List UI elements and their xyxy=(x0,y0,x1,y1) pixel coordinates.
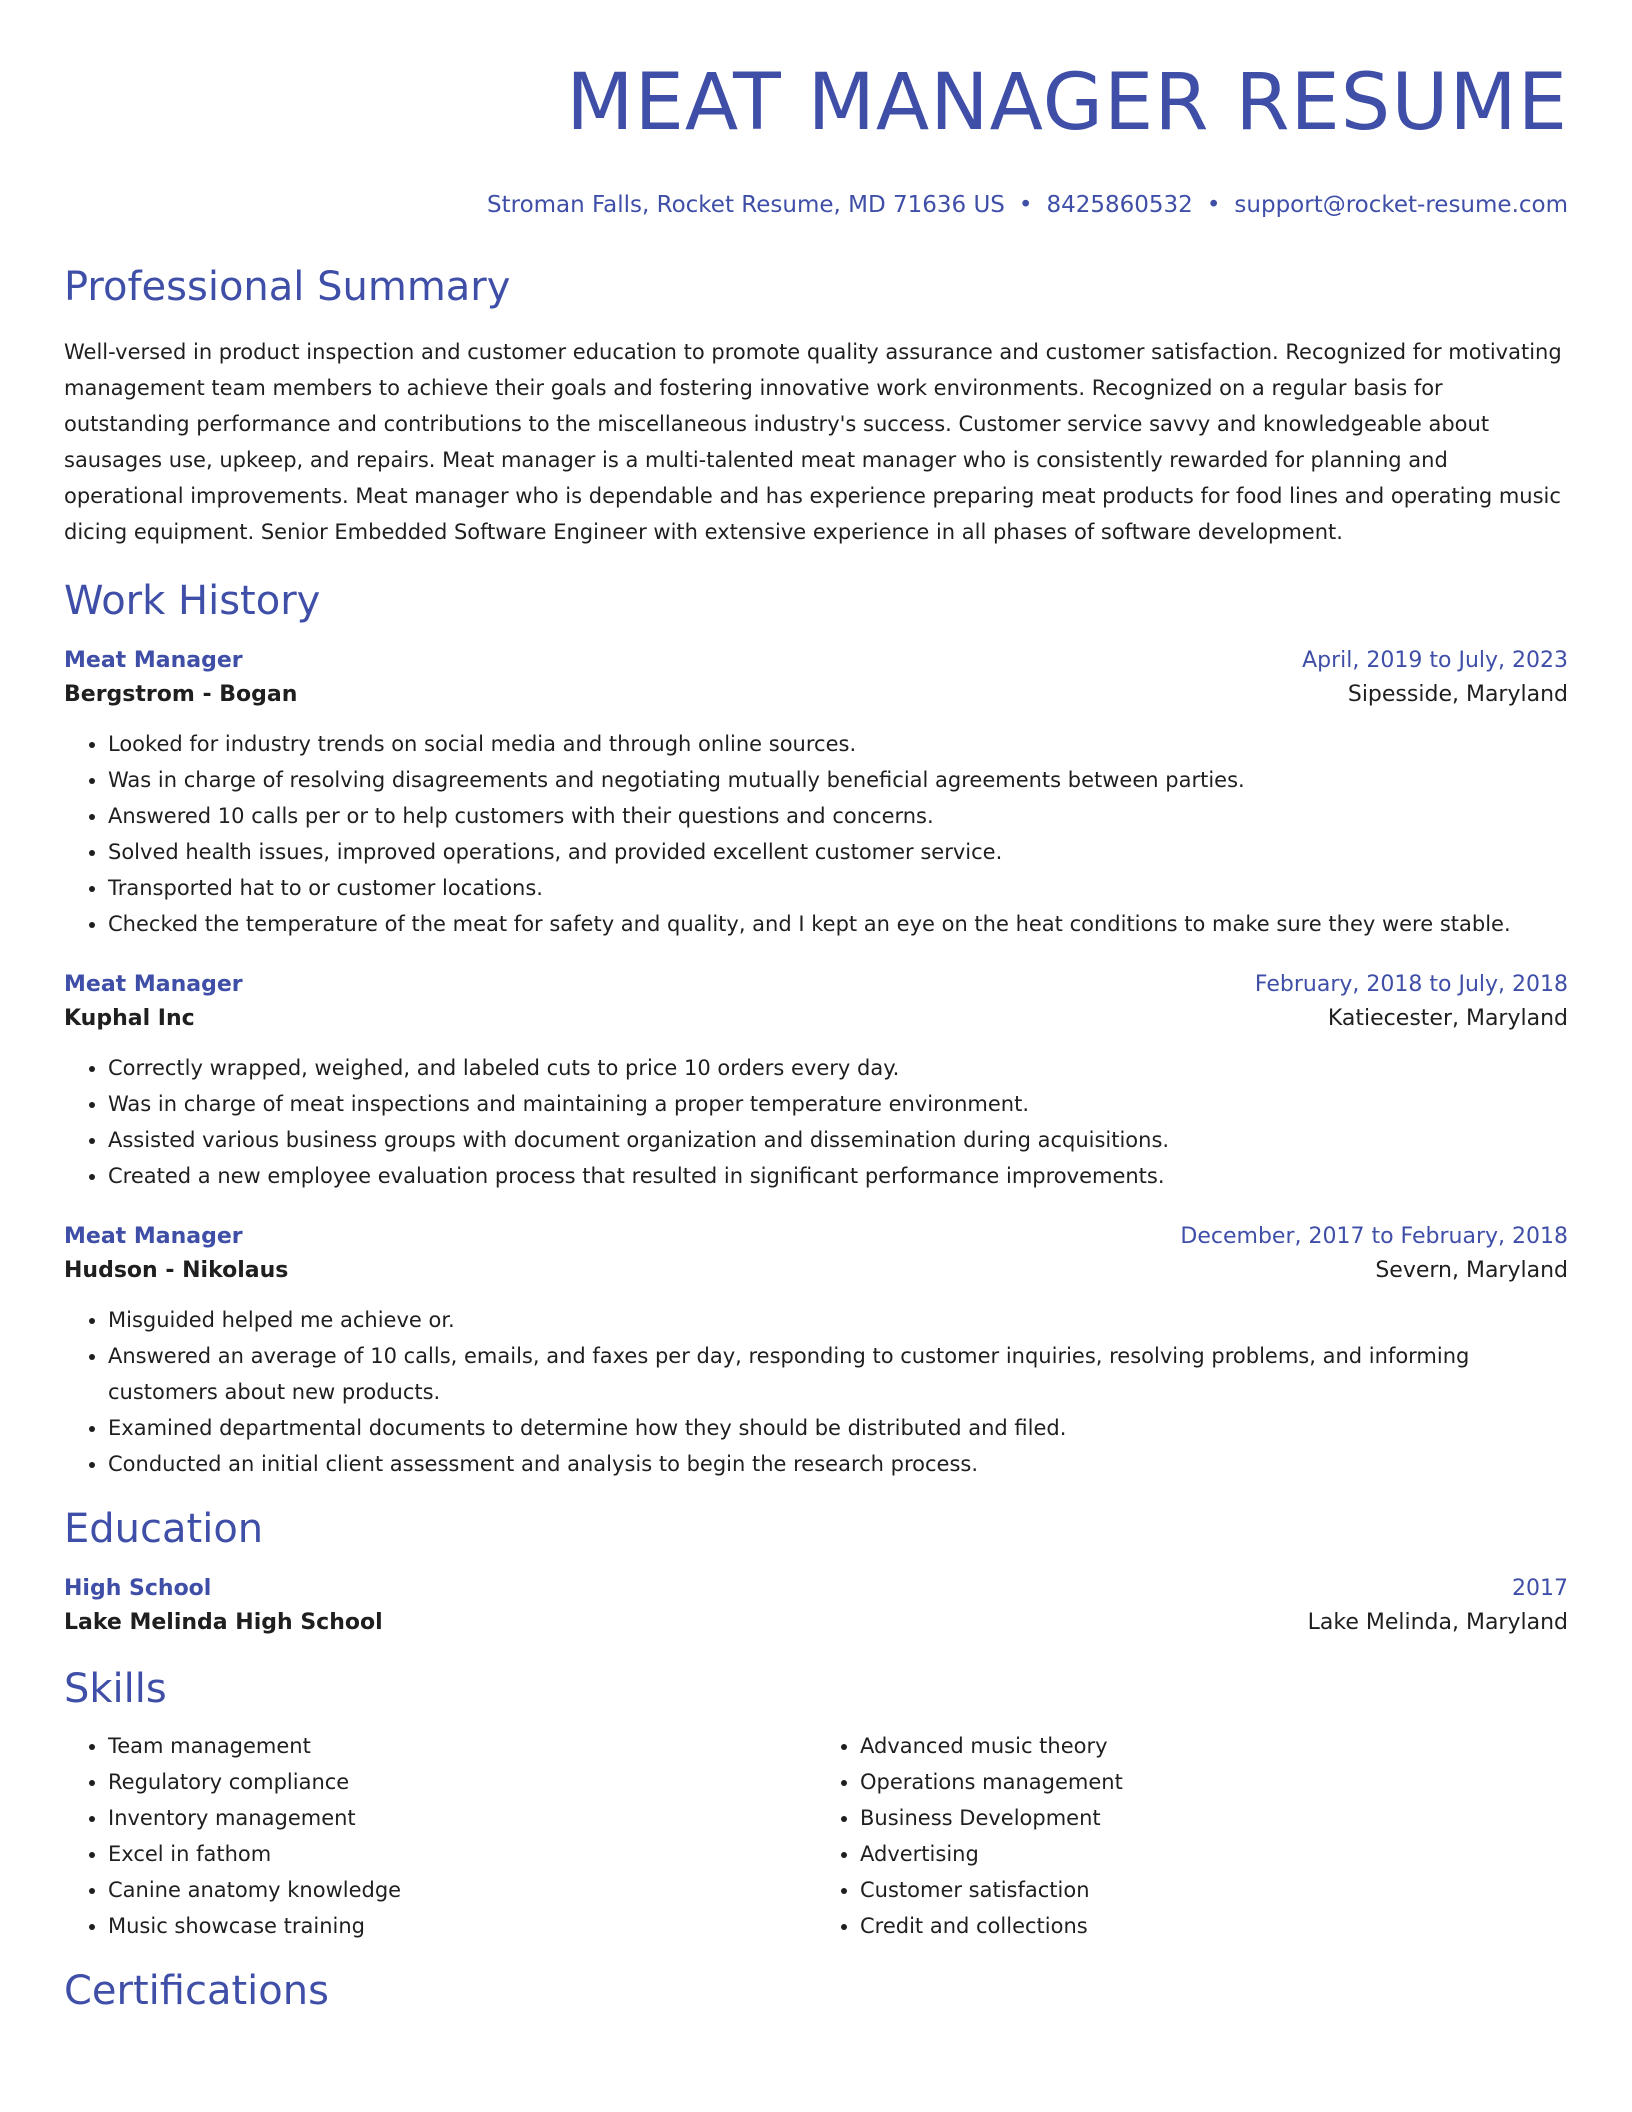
section-title-work-history: Work History xyxy=(64,578,321,624)
resume-header xyxy=(64,0,1568,220)
skill-item: • Inventory management xyxy=(108,1800,816,1836)
resume-title: MEAT MANAGER RESUME xyxy=(566,58,1568,148)
contact-separator: • xyxy=(1018,192,1033,218)
contact-line xyxy=(64,190,1568,220)
job-bullet: • Was in charge of resolving disagreements and negotiating mutually beneficial agreements between parties. xyxy=(108,762,1568,798)
skill-item: • Excel in fathom xyxy=(108,1836,816,1872)
job-title: Meat Manager xyxy=(64,1224,243,1249)
job-bullet: • Answered 10 calls per or to help customers with their questions and concerns. xyxy=(108,798,1568,834)
skill-item: • Team management xyxy=(108,1728,816,1764)
job-bullet: • Looked for industry trends on social media and through online sources. xyxy=(108,726,1568,762)
contact-email: support@rocket-resume.com xyxy=(1234,192,1568,218)
skill-item: • Business Development xyxy=(860,1800,1568,1836)
job-bullet: • Created a new employee evaluation process that resulted in significant performance improvements. xyxy=(108,1158,1568,1194)
job-bullet: • Assisted various business groups with document organization and dissemination during acquisitions. xyxy=(108,1122,1568,1158)
job-location: Sipesside, Maryland xyxy=(1347,682,1568,707)
job-entry xyxy=(64,644,1568,942)
skill-item: • Customer satisfaction xyxy=(860,1872,1568,1908)
job-dates: April, 2019 to July, 2023 xyxy=(1302,648,1568,673)
job-bullet: • Correctly wrapped, weighed, and labeled cuts to price 10 orders every day. xyxy=(108,1050,1568,1086)
company-name: Bergstrom - Bogan xyxy=(64,682,298,707)
section-title-skills: Skills xyxy=(64,1666,167,1712)
job-bullets xyxy=(64,1302,1568,1482)
skills-column-left xyxy=(64,1728,816,1944)
skill-item: • Advanced music theory xyxy=(860,1728,1568,1764)
job-location: Severn, Maryland xyxy=(1375,1258,1568,1283)
skill-item: • Canine anatomy knowledge xyxy=(108,1872,816,1908)
job-dates: December, 2017 to February, 2018 xyxy=(1180,1224,1568,1249)
skills-column-right xyxy=(816,1728,1568,1944)
skill-item: • Credit and collections xyxy=(860,1908,1568,1944)
skill-item: • Advertising xyxy=(860,1836,1568,1872)
skill-item: • Music showcase training xyxy=(108,1908,816,1944)
job-bullet: • Conducted an initial client assessment and analysis to begin the research process. xyxy=(108,1446,1568,1482)
job-bullet: • Answered an average of 10 calls, emails, and faxes per day, responding to customer inquiries, resolving problems, and informing customers about new products. xyxy=(108,1338,1568,1410)
job-bullet: • Was in charge of meat inspections and maintaining a proper temperature environment. xyxy=(108,1086,1568,1122)
contact-phone: 8425860532 xyxy=(1046,192,1193,218)
job-bullet: • Solved health issues, improved operations, and provided excellent customer service. xyxy=(108,834,1568,870)
job-bullet: • Transported hat to or customer locations. xyxy=(108,870,1568,906)
job-title: Meat Manager xyxy=(64,648,243,673)
job-bullets xyxy=(64,726,1568,942)
education-year: 2017 xyxy=(1512,1576,1568,1601)
job-bullet: • Misguided helped me achieve or. xyxy=(108,1302,1568,1338)
company-name: Hudson - Nikolaus xyxy=(64,1258,289,1283)
school-location: Lake Melinda, Maryland xyxy=(1307,1610,1568,1635)
skill-item: • Operations management xyxy=(860,1764,1568,1800)
job-bullet: • Checked the temperature of the meat for safety and quality, and I kept an eye on the heat conditions to make sure they were stable. xyxy=(108,906,1568,942)
job-dates: February, 2018 to July, 2018 xyxy=(1254,972,1568,997)
section-title-certifications: Certifications xyxy=(64,1968,329,2014)
section-title-summary: Professional Summary xyxy=(64,264,511,310)
job-entry xyxy=(64,1220,1568,1482)
education-degree: High School xyxy=(64,1576,212,1601)
job-bullet: • Examined departmental documents to determine how they should be distributed and filed. xyxy=(108,1410,1568,1446)
contact-separator: • xyxy=(1206,192,1221,218)
job-location: Katiecester, Maryland xyxy=(1327,1006,1568,1031)
section-title-education: Education xyxy=(64,1506,264,1552)
contact-address: Stroman Falls, Rocket Resume, MD 71636 US xyxy=(487,192,1005,218)
company-name: Kuphal Inc xyxy=(64,1006,195,1031)
school-name: Lake Melinda High School xyxy=(64,1610,383,1635)
job-bullets xyxy=(64,1050,1568,1194)
job-entry xyxy=(64,968,1568,1194)
job-title: Meat Manager xyxy=(64,972,243,997)
summary-text: Well-versed in product inspection and customer education to promote quality assurance and customer satisfaction. Recognized for motivating management team members to achieve their goals and fostering innovative work environments. Recognized on a regular basis for outstanding performance and contributions to the miscellaneous industry's success. Customer service savvy and knowledgeable about sausages use, upkeep, and repairs. Meat manager is a multi-talented meat manager who is consistently rewarded for planning and operational improvements. Meat manager who is dependable and has experience preparing meat products for food lines and operating music dicing equipment. Senior Embedded Software Engineer with extensive experience in all phases of software development. xyxy=(64,340,1562,544)
skills-grid xyxy=(64,1728,1568,1944)
skill-item: • Regulatory compliance xyxy=(108,1764,816,1800)
education-entry xyxy=(64,1572,1568,1640)
